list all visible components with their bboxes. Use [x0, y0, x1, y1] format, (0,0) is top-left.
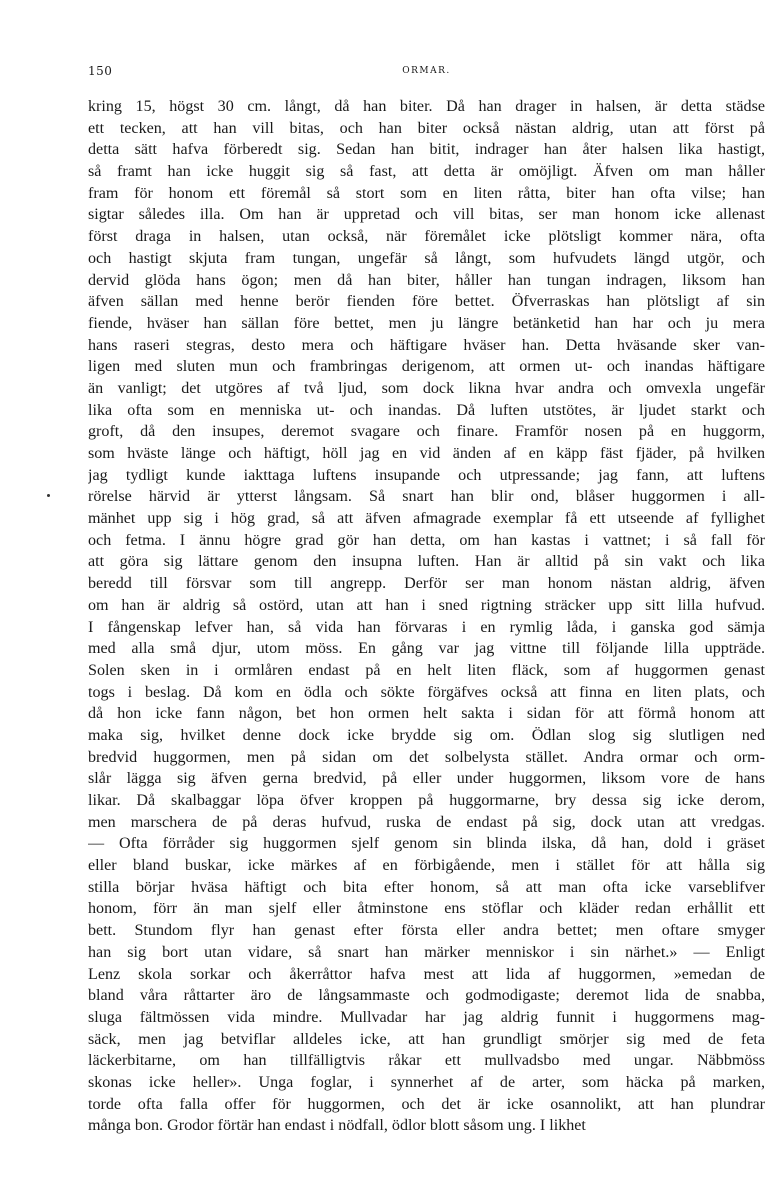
text-line: kring 15, högst 30 cm. långt, då han biter. Då han drager in halsen, är detta städse — [88, 98, 765, 115]
text-line: läckerbitarne, om han tillfälligtvis råkar ett mullvadsbo med ungar. Näbbmöss — [88, 1052, 765, 1070]
text-line: då hon icke fann någon, bet hon ormen helt sakta i sidan för att förmå honom att — [88, 705, 765, 723]
text-line: beredd till försvar som till angrepp. Derför ser man honom nästan aldrig, äfven — [88, 575, 765, 593]
text-line: fiende, hväser han sällan före bettet, men ju längre betänketid han har och ju mera — [88, 314, 765, 332]
text-line: att göra sig lättare genom den insupna luften. Han är alltid på sin vakt och lika — [88, 553, 765, 571]
text-line: likar. Då skalbaggar löpa öfver kroppen på huggormarne, bry dessa sig icke derom, — [88, 792, 765, 809]
margin-mark — [47, 494, 50, 497]
page-header — [88, 64, 765, 84]
text-line: slår lägga sig äfven gerna bredvid, på eller under huggormen, liksom vore de hans — [88, 770, 765, 788]
text-line: honom, förr än man sjelf eller åtminstone ens stöflar och kläder redan erhållit ett — [88, 900, 765, 918]
body-text — [88, 96, 765, 1137]
text-line: skonas icke heller». Unga foglar, i synnerhet af de arter, som häcka på marken, — [88, 1073, 765, 1091]
text-line: säck, men jag betviflar alldeles icke, att han grundligt smörjer sig med de feta — [88, 1030, 765, 1048]
text-line: äfven sällan med henne berör fienden före bettet. Öfverraskas han plötsligt af sin — [88, 293, 765, 311]
text-line: men marschera de på deras hufvud, ruska de endast på sig, dock utan att vredgas. — [88, 813, 765, 831]
text-line: jag tydligt kunde iakttaga luftens insupande och utpressande; jag fann, att luftens — [88, 466, 765, 484]
text-line: bett. Stundom flyr han genast efter första eller andra bettet; men oftare smyger — [88, 922, 765, 940]
text-line: med alla små djur, utom möss. En gång var jag vittne till följande lilla uppträde. — [88, 640, 765, 658]
text-line: om han är aldrig så ostörd, utan att han i sned rigtning sträcker upp sitt lilla hufvud. — [88, 596, 765, 614]
text-line: Solen sken in i ormlåren endast på en helt liten fläck, som af huggormen genast — [88, 661, 765, 679]
text-line: detta sätt hafva förberedt sig. Sedan han bitit, indrager han åter halsen lika hastigt, — [88, 141, 765, 159]
text-line: ett tecken, att han vill bitas, och han biter också nästan aldrig, utan att först på — [88, 119, 765, 137]
text-line: Lenz skola sorkar och åkerråttor hafva mest att lida af huggormen, »emedan de — [88, 965, 765, 983]
text-line: rörelse härvid är ytterst långsam. Så snart han blir ond, blåser huggormen i all- — [88, 488, 765, 506]
text-line: I fångenskap lefver han, så vida han förvaras i en rymlig låda, i ganska god sämja — [88, 618, 765, 636]
running-head: ORMAR. — [402, 66, 451, 76]
text-line: många bon. Grodor förtär han endast i nödfall, ödlor blott såsom ung. I likhet — [88, 1117, 586, 1135]
text-line: och fetma. I ännu högre grad gör han detta, om han kastas i vattnet; i så fall för — [88, 531, 765, 549]
text-line: och hastigt skjuta fram tungan, ungefär så långt, som hufvudets längd utgör, och — [88, 249, 765, 267]
text-line: groft, då den insupes, deremot svagare och finare. Framför nosen på en huggorm, — [88, 423, 765, 441]
text-line: dervid glöda hans ögon; men då han biter, håller han tungan indragen, liksom han — [88, 271, 765, 289]
text-line: än vanligt; det utgöres af två ljud, som dock likna hvar andra och omvexla ungefär — [88, 379, 765, 397]
text-line: så framt han icke huggit sig så fast, att detta är omöjligt. Äfven om man håller — [88, 163, 765, 181]
text-line: som hväste länge och häftigt, höll jag en vid änden af en käpp fäst fjäder, på hvilken — [88, 445, 765, 462]
text-line: ligen med sluten mun och frambringas derigenom, att ormen ut- och inandas häftigare — [88, 358, 765, 376]
text-line: fram för honom ett föremål så stort som en liten råtta, biter han ofta vilse; han — [88, 184, 765, 202]
text-line: hans raseri stegras, desto mera och häftigare hväser han. Detta hväsande sker van- — [88, 336, 765, 354]
text-line: bredvid huggormen, men på sidan om det solbelysta stället. Andra ormar och orm- — [88, 748, 765, 766]
text-line: stilla börjar hväsa häftigt och bita efter honom, så att man ofta icke varseblifver — [88, 878, 765, 896]
text-line: först draga in halsen, utan också, när föremålet icke plötsligt kommer nära, ofta — [88, 228, 765, 246]
text-line: eller bland buskar, icke märkes af en förbigående, men i stället för att hålla sig — [88, 857, 765, 875]
text-line: mänhet upp sig i hög grad, så att äfven afmagrade exemplar få ett utseende af fyllighet — [88, 510, 765, 528]
text-line: sluga fältmössen vida mindre. Mullvadar har jag aldrig funnit i huggormens mag- — [88, 1008, 765, 1026]
text-line: — Ofta förråder sig huggormen sjelf genom sin blinda ilska, då han, dold i gräset — [88, 835, 765, 853]
text-line: maka sig, hvilket denne dock icke brydde sig om. Ödlan slog sig slutligen ned — [88, 726, 765, 744]
text-line: bland våra råttarter äro de långsammaste och godmodigaste; deremot lida de snabba, — [88, 987, 765, 1005]
text-line: sigtar således illa. Om han är uppretad och vill bitas, ser man honom icke allenast — [88, 206, 765, 224]
page-number: 150 — [88, 64, 113, 78]
text-line: han sig bort utan vidare, så snart han märker menniskor i sin närhet.» — Enligt — [88, 943, 765, 961]
text-line: togs i beslag. Då kom en ödla och sökte förgäfves också att finna en liten plats, och — [88, 683, 765, 701]
text-line: lika ofta som en menniska ut- och inandas. Då luften utstötes, är ljudet starkt och — [88, 401, 765, 419]
text-line: torde ofta falla offer för huggormen, och det är icke osannolikt, att han plundrar — [88, 1095, 765, 1113]
